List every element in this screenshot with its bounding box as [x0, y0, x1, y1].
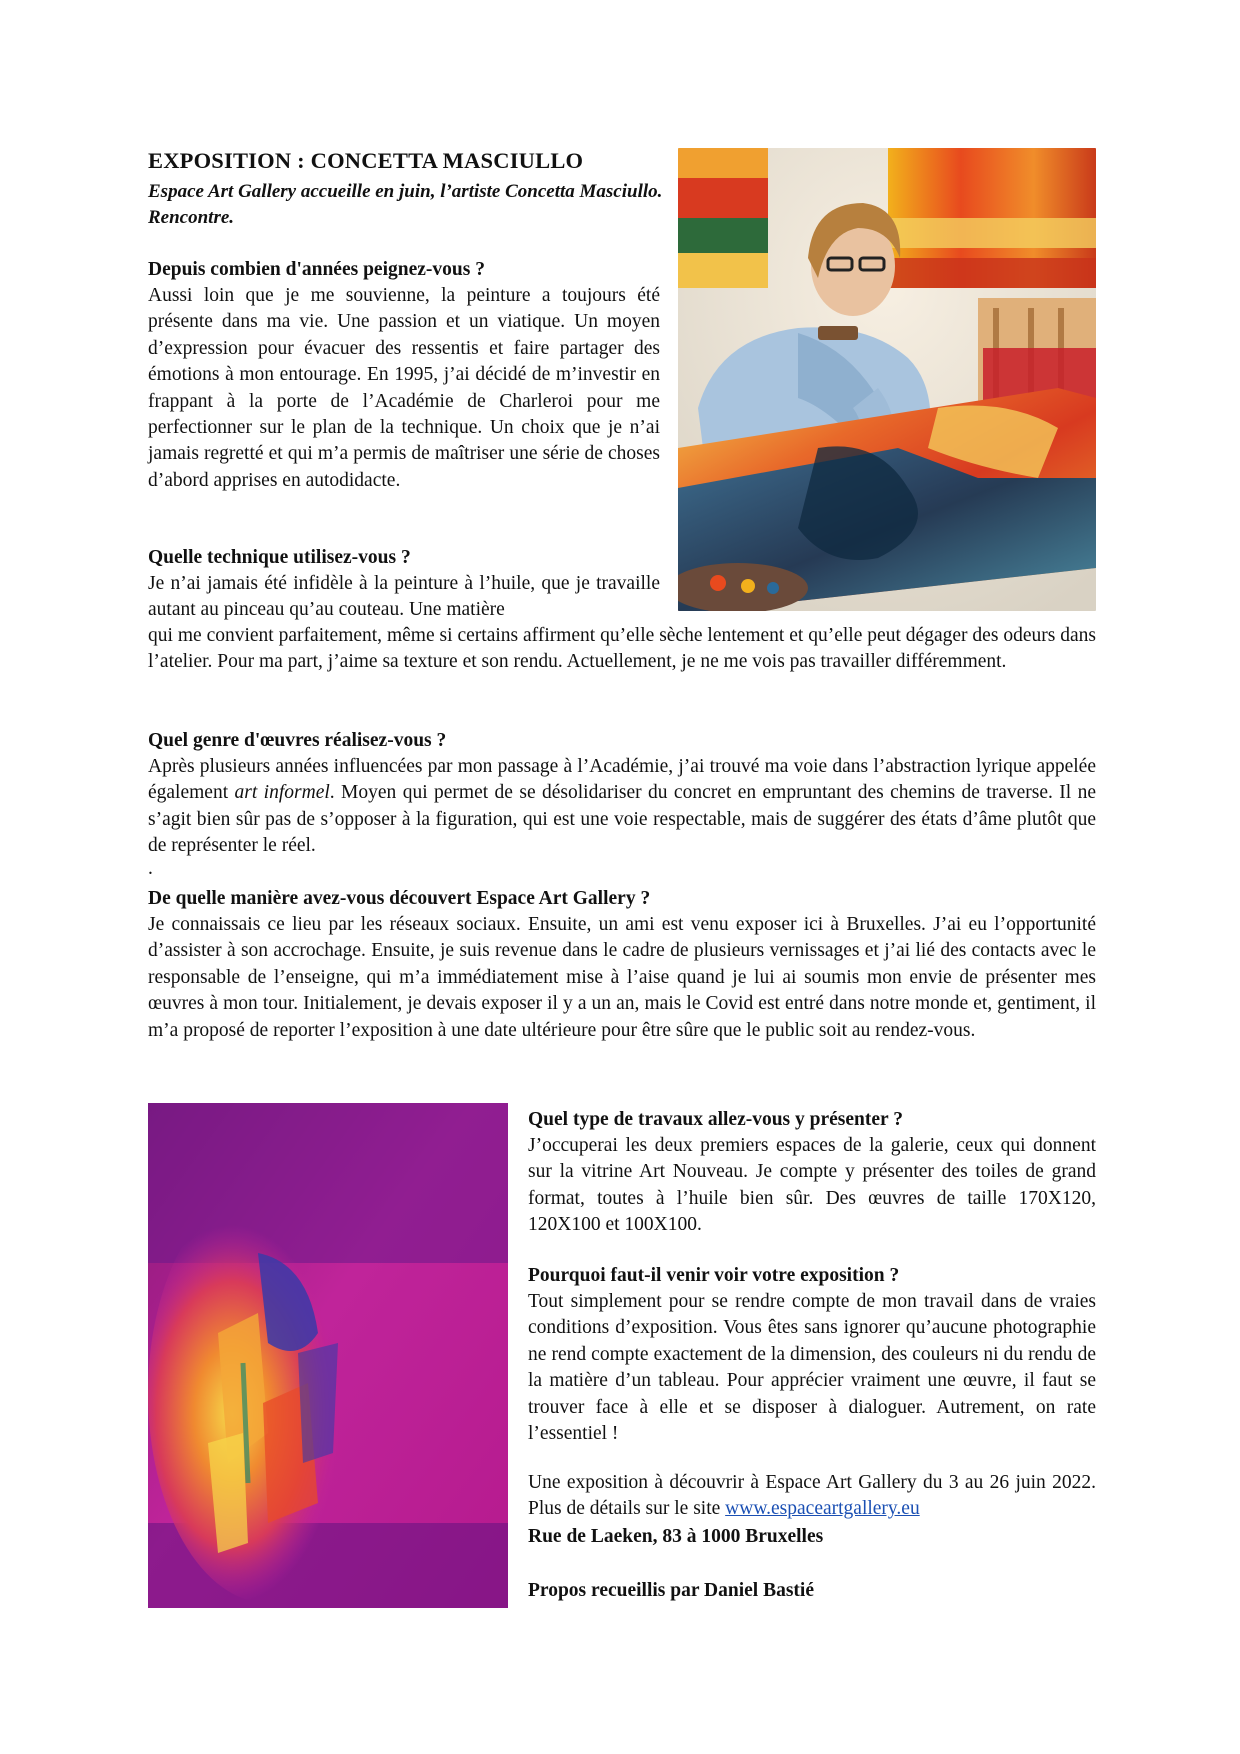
- question-6: Pourquoi faut-il venir voir votre exposition ?: [528, 1265, 900, 1286]
- address: Rue de Laeken, 83 à 1000 Bruxelles: [528, 1525, 824, 1547]
- question-4: De quelle manière avez-vous découvert Espace Art Gallery ?: [148, 888, 651, 909]
- answer-1: Aussi loin que je me souvienne, la peinture a toujours été présente dans ma vie. Une passion et un viatique. Un moyen d’expression pour évacuer des ressentis et faire partager des émotions à mon entourage. En 1995, j’ai décidé de m’investir en frappant à la porte de l’Académie de Charleroi pour me perfectionner sur le plan de la technique. Un choix que je n’ai jamais regretté et qui m’a permis de maîtriser une série de choses d’abord apprises en autodidacte.: [148, 285, 660, 491]
- answer-3-text-b: . Moyen qui permet de se désolidariser du concret en empruntant des chemins de traverse. Il ne s’agit bien sûr pas de s’opposer à la figuration, qui est une voie respectable, mais de suggérer des états d’âme plutôt que de représenter le réel.: [148, 782, 1096, 857]
- artist-photo: [678, 148, 1096, 611]
- article-title: EXPOSITION : CONCETTA MASCIULLO: [148, 148, 584, 173]
- answer-3-text-a: Après plusieurs années influencées par mon passage à l’Académie, j’ai trouvé ma voie dans l’abstraction lyrique appelée également: [148, 756, 1096, 804]
- article-subtitle: Espace Art Gallery accueille en juin, l’artiste Concetta Masciullo. Rencontre.: [148, 181, 663, 228]
- answer-6: Tout simplement pour se rendre compte de mon travail dans de vraies conditions d’exposition. Vous êtes sans ignorer qu’aucune photographie ne rend compte exactement de la dimension, des couleurs ni du rendu de la matière d’un tableau. Pour apprécier vraiment une œuvre, il faut se trouver face à elle et se disposer à dialoguer. Autrement, on rate l’essentiel !: [528, 1291, 1096, 1445]
- question-5: Quel type de travaux allez-vous y présenter ?: [528, 1109, 903, 1130]
- answer-2-wide: qui me convient parfaitement, même si certains affirment qu’elle sèche lentement et qu’elle peut dégager des odeurs dans l’atelier. Pour ma part, j’aime sa texture et son rendu. Actuellement, je ne me vois pas travailler différemment.: [148, 625, 1096, 673]
- abstract-painting-illustration: [148, 1103, 508, 1608]
- question-2: Quelle technique utilisez-vous ?: [148, 547, 411, 568]
- question-3: Quel genre d'œuvres réalisez-vous ?: [148, 730, 447, 751]
- answer-2-narrow: Je n’ai jamais été infidèle à la peinture à l’huile, que je travaille autant au pinceau qu’au couteau. Une matière: [148, 573, 660, 621]
- credit-line: Propos recueillis par Daniel Bastié: [528, 1579, 814, 1601]
- answer-5: J’occuperai les deux premiers espaces de la galerie, ceux qui donnent sur la vitrine Art Nouveau. Je compte y présenter des toiles de grand format, toutes à l’huile bien sûr. Des œuvres de taille 170X120, 120X100 et 100X100.: [528, 1135, 1096, 1236]
- answer-3-italic-term: art informel: [234, 782, 330, 804]
- answer-4: Je connaissais ce lieu par les réseaux sociaux. Ensuite, un ami est venu exposer ici à Bruxelles. J’ai eu l’opportunité d’assister à son accrochage. Ensuite, je suis revenue dans le cadre de plusieurs vernissages et j’ai lié des contacts avec le responsable de l’enseigne, qui m’a immédiatement mise à l’aise quand je lui ai soumis mon envie de présenter mes œuvres à mon tour. Initialement, je devais exposer il y a un an, mais le Covid est entré dans notre monde et, gentiment, il m’a proposé de reporter l’exposition à une date ultérieure pour être sûre que le public soit au rendez-vous.: [148, 914, 1096, 1041]
- stray-period: .: [148, 857, 153, 879]
- answer-3: [148, 754, 1096, 860]
- closing-paragraph: [528, 1470, 1096, 1523]
- website-link[interactable]: www.espaceartgallery.eu: [725, 1498, 920, 1520]
- abstract-painting-image: [148, 1103, 508, 1608]
- closing-text: Une exposition à découvrir à Espace Art Gallery du 3 au 26 juin 2022. Plus de détails sur le site: [528, 1472, 1096, 1520]
- artist-photo-illustration: [678, 148, 1096, 611]
- question-1: Depuis combien d'années peignez-vous ?: [148, 259, 485, 280]
